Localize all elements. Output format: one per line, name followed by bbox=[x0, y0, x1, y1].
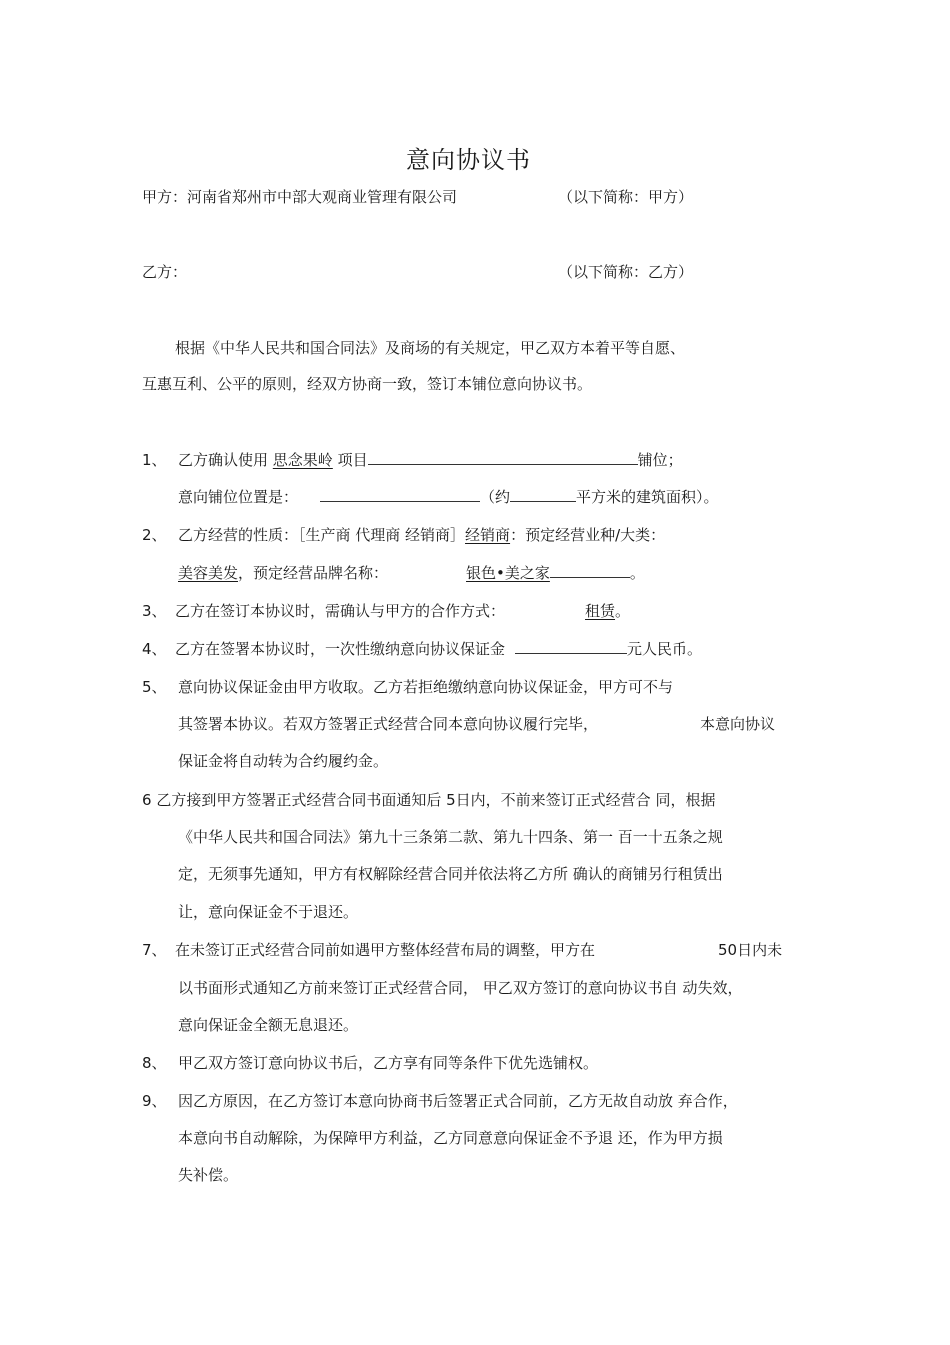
clause-2-line-2 bbox=[178, 563, 645, 583]
clause-7-line-2: 以书面形式通知乙方前来签订正式经营合同， 甲乙双方签订的意向协议书自 动失效， bbox=[178, 979, 743, 997]
cooperation-mode: 租赁 bbox=[585, 602, 616, 620]
clause-5-line-1: 意向协议保证金由甲方收取。乙方若拒绝缴纳意向协议保证金，甲方可不与 bbox=[178, 678, 674, 696]
page-title: 意向协议书 bbox=[406, 146, 531, 174]
clause-8-number: 8、 bbox=[142, 1054, 167, 1072]
clause-4-line bbox=[175, 639, 702, 659]
clause-6-number: 6 bbox=[142, 791, 152, 809]
clause-2-text-a: 乙方经营的性质：［生产商 代理商 经销商］ bbox=[178, 526, 466, 544]
clause-7-line-1a: 在未签订正式经营合同前如遇甲方整体经营布局的调整，甲方在 bbox=[175, 941, 596, 959]
clause-3-line bbox=[175, 601, 630, 621]
clause-6-line-4: 让，意向保证金不于退还。 bbox=[178, 903, 359, 921]
clause-3-text: 乙方在签订本协议时，需确认与甲方的合作方式： bbox=[175, 602, 506, 620]
shop-location-blank[interactable] bbox=[320, 487, 480, 502]
business-category: 美容美发 bbox=[178, 564, 239, 582]
clause-2-line-1 bbox=[178, 525, 665, 545]
party-a-abbr: （以下简称：甲方） bbox=[558, 188, 694, 206]
clause-1-text-b: 项目 bbox=[337, 451, 368, 469]
clause-5-line-2a: 其签署本协议。若双方签署正式经营合同本意向协议履行完毕， bbox=[178, 715, 599, 733]
clause-1-line-2 bbox=[178, 487, 719, 507]
clause-1-line-1 bbox=[178, 450, 683, 470]
party-a-line bbox=[142, 187, 457, 207]
preamble-line-2: 互惠互利、公平的原则，经双方协商一致，签订本铺位意向协议书。 bbox=[142, 375, 593, 393]
clause-7-line-1-end bbox=[718, 940, 782, 960]
deposit-amount-blank[interactable] bbox=[515, 639, 627, 654]
shop-number-blank[interactable] bbox=[368, 450, 638, 465]
party-a-label: 甲方： bbox=[142, 188, 188, 206]
clause-5-line-2b: 本意向协议 bbox=[700, 715, 776, 733]
brand-name: 银色•美之家 bbox=[466, 564, 550, 582]
project-name: 思念果岭 bbox=[272, 451, 333, 469]
clause-7-number: 7、 bbox=[142, 941, 167, 959]
party-b-abbr: （以下简称：乙方） bbox=[558, 263, 694, 281]
party-b-label: 乙方： bbox=[142, 263, 188, 281]
clause-5-line-3: 保证金将自动转为合约履约金。 bbox=[178, 752, 389, 770]
brand-blank bbox=[550, 563, 630, 578]
clause-1-line2-a: 意向铺位位置是： bbox=[178, 488, 299, 506]
clause-6-line-2: 《中华人民共和国合同法》第九十三条第二款、第九十四条、第一 百一十五条之规 bbox=[178, 828, 723, 846]
clause-1-line2-b: （约 bbox=[480, 488, 511, 506]
clause-4-number: 4、 bbox=[142, 640, 167, 658]
clause-7-line-3: 意向保证金全额无息退还。 bbox=[178, 1016, 359, 1034]
party-a-name: 河南省郑州市中部大观商业管理有限公司 bbox=[187, 188, 458, 206]
clause-9-number: 9、 bbox=[142, 1092, 167, 1110]
clause-7-line-1b: 日内未 bbox=[737, 941, 783, 959]
clause-3-number: 3、 bbox=[142, 602, 167, 620]
clause-6-line-1b: 日内，不前来签订正式经营合 同，根据 bbox=[455, 791, 716, 809]
clause-9-line-3: 失补偿。 bbox=[178, 1166, 239, 1184]
preamble-line-1: 根据《中华人民共和国合同法》及商场的有关规定，甲乙双方本着平等自愿、 bbox=[175, 339, 686, 357]
clause-4-end: 元人民币。 bbox=[627, 640, 703, 658]
clause-6-line-1 bbox=[142, 790, 715, 810]
clause-7-days: 50 bbox=[718, 941, 738, 959]
clause-6-line-1a: 乙方接到甲方签署正式经营合同书面通知后 bbox=[156, 791, 442, 809]
clause-1-line2-c: 平方米的建筑面积）。 bbox=[576, 488, 719, 506]
clause-2-text-b: ：预定经营业种/大类： bbox=[510, 526, 666, 544]
clause-1-text-c: 铺位； bbox=[637, 451, 683, 469]
clause-9-line-1: 因乙方原因，在乙方签订本意向协商书后签署正式合同前，乙方无故自动放 弃合作， bbox=[178, 1092, 738, 1110]
clause-3-end: 。 bbox=[615, 602, 631, 620]
clause-2-number: 2、 bbox=[142, 526, 167, 544]
clause-6-days: 5 bbox=[446, 791, 456, 809]
clause-5-number: 5、 bbox=[142, 678, 167, 696]
clause-9-line-2: 本意向书自动解除，为保障甲方利益，乙方同意意向保证金不予退 还，作为甲方损 bbox=[178, 1129, 723, 1147]
business-nature: 经销商 bbox=[465, 526, 511, 544]
clause-2-end: 。 bbox=[629, 564, 645, 582]
clause-1-text-a: 乙方确认使用 bbox=[178, 451, 269, 469]
area-blank[interactable] bbox=[510, 487, 576, 502]
clause-6-line-3: 定，无须事先通知，甲方有权解除经营合同并依法将乙方所 确认的商铺另行租赁出 bbox=[178, 865, 723, 883]
clause-1-number: 1、 bbox=[142, 451, 167, 469]
clause-4-text: 乙方在签署本协议时，一次性缴纳意向协议保证金 bbox=[175, 640, 506, 658]
clause-2-text-c: ，预定经营品牌名称： bbox=[238, 564, 389, 582]
clause-8-text: 甲乙双方签订意向协议书后，乙方享有同等条件下优先选铺权。 bbox=[178, 1054, 599, 1072]
